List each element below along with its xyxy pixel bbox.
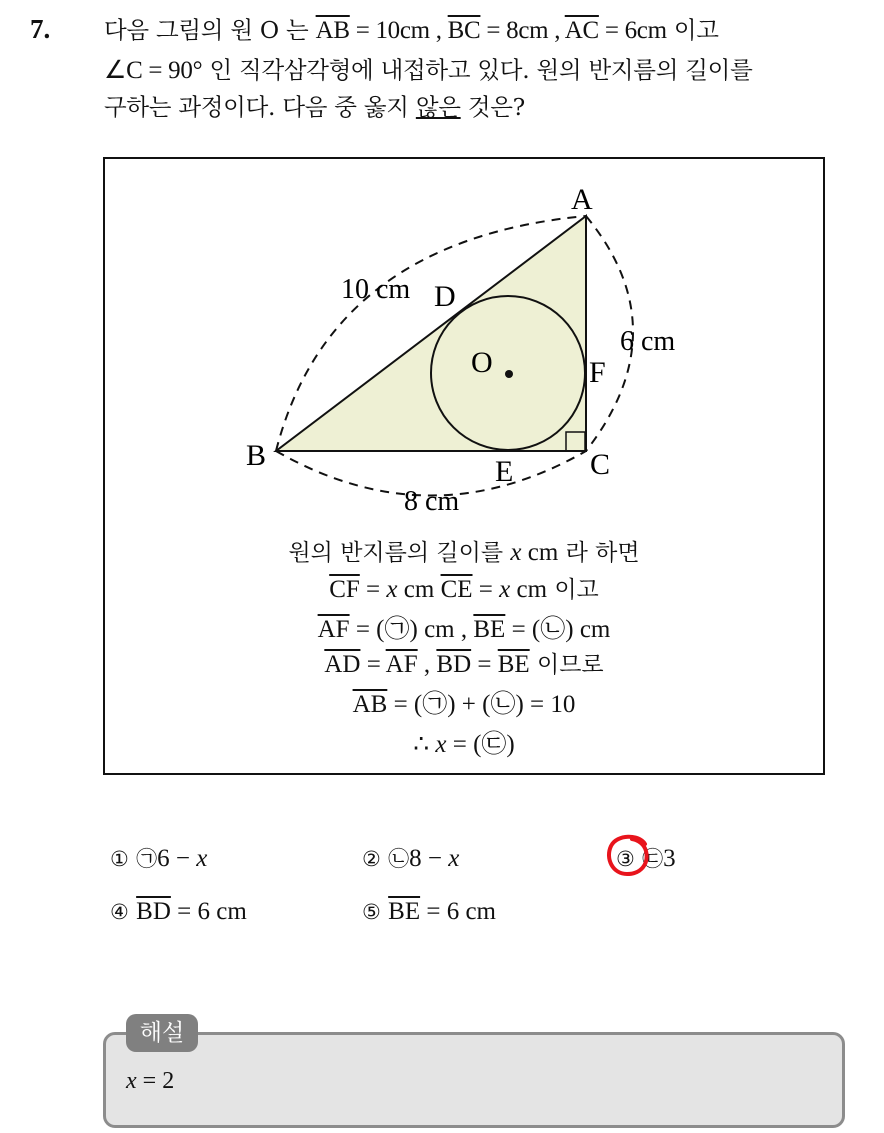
question-number: 7. <box>30 14 51 44</box>
equals: = <box>359 576 387 603</box>
segment-bd: $\overline{BD}$ <box>136 898 171 925</box>
expression: = (㉡) cm <box>505 616 611 643</box>
choice-mark: ㉡ <box>388 847 410 871</box>
question-text: 이고 <box>666 16 719 44</box>
choice-number: ④ <box>110 900 129 924</box>
choice-text: = 6 cm <box>170 898 247 925</box>
process-line-2 <box>103 571 825 604</box>
segment-ac: $\overline{AC}$ <box>564 17 599 44</box>
therefore-symbol: ∴ <box>413 731 436 758</box>
underlined-word: 않은 <box>415 93 461 121</box>
process-line-4 <box>103 646 825 679</box>
var-x: x <box>448 845 460 872</box>
label-f: F <box>589 356 606 389</box>
segment-be: $\overline{BE}$ <box>388 898 421 925</box>
choice-number: ① <box>110 847 129 871</box>
choice-1[interactable] <box>110 843 207 873</box>
segment-af: $\overline{AF}$ <box>317 616 350 643</box>
label-c: C <box>590 448 611 481</box>
var-x: x <box>386 576 398 603</box>
choice-5[interactable] <box>362 898 496 926</box>
question-text: 다음 그림의 원 O 는 <box>104 16 316 44</box>
answer-circle-mark <box>605 832 651 878</box>
length-ac: = 6cm <box>598 17 667 44</box>
segment-ce: $\overline{CE}$ <box>440 576 473 603</box>
length-label-ac: 6 cm <box>620 326 676 357</box>
length-bc: = 8cm , <box>480 17 565 44</box>
expression: = (㉠) cm , <box>349 616 474 643</box>
choice-4[interactable] <box>110 898 247 926</box>
segment-ab: $\overline{AB}$ <box>315 17 350 44</box>
choice-text: 8 − <box>409 845 449 872</box>
var-x: x <box>510 539 522 566</box>
explanation-box <box>103 1032 845 1128</box>
process-line-5 <box>103 684 825 720</box>
segment-be: $\overline{BE}$ <box>473 616 506 643</box>
process-text: 라 하면 <box>558 540 640 566</box>
question-text: 것은? <box>460 93 525 121</box>
label-e: E <box>495 455 514 488</box>
segment-be: $\overline{BE}$ <box>497 651 530 678</box>
explanation-text <box>126 1068 174 1095</box>
choice-mark: ㉢ <box>642 847 664 871</box>
choice-number: ⑤ <box>362 900 381 924</box>
explanation-tab: 해설 <box>126 1014 198 1052</box>
choice-number: ③ <box>616 847 635 871</box>
choice-2[interactable] <box>362 843 459 873</box>
var-x: x <box>435 731 447 758</box>
segment-ab: $\overline{AB}$ <box>352 691 388 718</box>
question-text: 구하는 과정이다. 다음 중 옳지 <box>104 93 416 121</box>
segment-bc: $\overline{BC}$ <box>447 17 481 44</box>
process-line-1 <box>103 534 825 567</box>
choice-mark: ㉠ <box>136 847 158 871</box>
unit: cm <box>510 576 548 603</box>
length-label-ab: 10 cm <box>341 274 411 305</box>
segment-bd: $\overline{BD}$ <box>436 651 472 678</box>
unit: cm <box>521 539 559 566</box>
segment-cf: $\overline{CF}$ <box>329 576 360 603</box>
right-triangle <box>276 216 586 451</box>
choice-text: 3 <box>663 845 676 872</box>
process-text: 이고 <box>547 577 599 603</box>
question-text: 인 직각삼각형에 내접하고 있다. 원의 반지름의 길이를 <box>202 56 753 84</box>
length-label-bc: 8 cm <box>404 486 460 517</box>
unit: cm <box>397 576 441 603</box>
equals: = <box>472 576 500 603</box>
var-x: x <box>126 1068 137 1094</box>
separator: , <box>417 651 437 678</box>
label-d: D <box>434 280 456 313</box>
equals: = <box>360 651 386 678</box>
angle-c: ∠C = 90° <box>104 57 203 84</box>
process-line-3 <box>103 609 825 645</box>
process-text: 이므로 <box>529 652 604 678</box>
process-text: 원의 반지름의 길이를 <box>288 540 511 566</box>
center-point <box>505 370 513 378</box>
var-x: x <box>196 845 208 872</box>
var-x: x <box>499 576 511 603</box>
label-a: A <box>571 183 593 216</box>
choice-number: ② <box>362 847 381 871</box>
expression: = (㉠) + (㉡) = 10 <box>387 691 576 718</box>
process-line-6 <box>103 724 825 760</box>
explanation-value: = 2 <box>136 1068 175 1094</box>
label-o: O <box>471 346 493 379</box>
choice-text: 6 − <box>157 845 197 872</box>
choice-text: = 6 cm <box>420 898 496 925</box>
segment-ad: $\overline{AD}$ <box>324 651 361 678</box>
expression: = (㉢) <box>446 731 515 758</box>
equals: = <box>471 651 498 678</box>
length-ab: = 10cm , <box>349 17 448 44</box>
segment-af: $\overline{AF}$ <box>385 651 418 678</box>
label-b: B <box>246 439 267 472</box>
